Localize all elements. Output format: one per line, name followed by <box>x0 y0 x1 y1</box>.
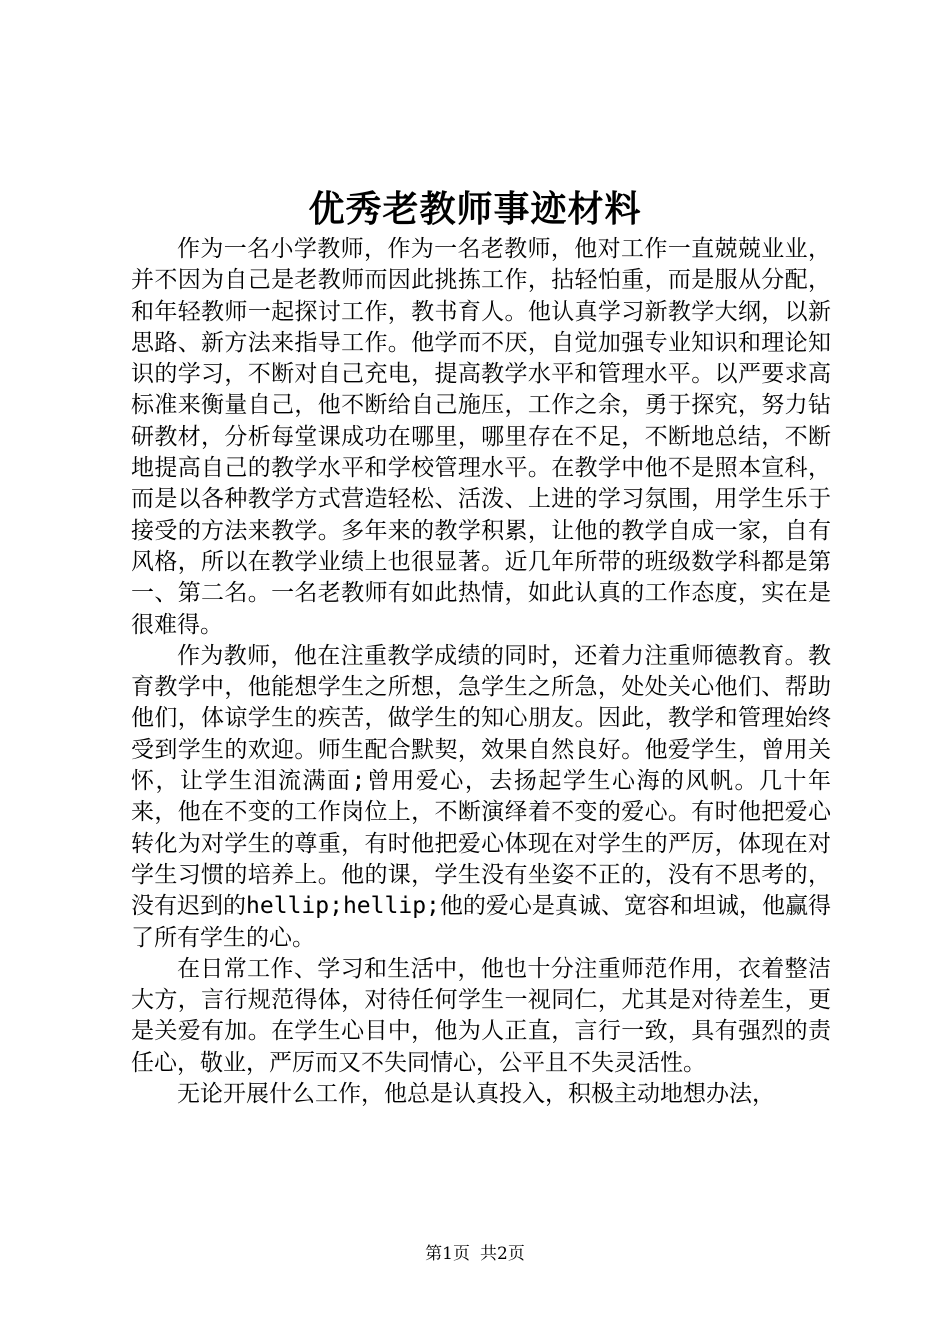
page-number: 第1页 <box>425 1244 470 1264</box>
paragraph: 在日常工作、学习和生活中，他也十分注重师范作用，衣着整洁大方，言行规范得体，对待任何学生一视同仁，尤其是对待差生，更是关爱有加。在学生心目中，他为人正直，言行一致，具有强烈的责任心，敬业，严厉而又不失同情心，公平且不失灵活性。 <box>131 955 831 1076</box>
document-body <box>131 234 831 1110</box>
paragraph: 作为一名小学教师，作为一名老教师，他对工作一直兢兢业业，并不因为自己是老教师而因此挑拣工作，拈轻怕重，而是服从分配，和年轻教师一起探讨工作，教书育人。他认真学习新教学大纲，以新思路、新方法来指导工作。他学而不厌，自觉加强专业知识和理论知识的学习，不断对自己充电，提高教学水平和管理水平。以严要求高标准来衡量自己，他不断给自己施压，工作之余，勇于探究，努力钻研教材，分析每堂课成功在哪里，哪里存在不足，不断地总结，不断地提高自己的教学水平和学校管理水平。在教学中他不是照本宣科，而是以各种教学方式营造轻松、活泼、上进的学习氛围，用学生乐于接受的方法来教学。多年来的教学积累，让他的教学自成一家，自有风格，所以在教学业绩上也很显著。近几年所带的班级数学科都是第一、第二名。一名老教师有如此热情，如此认真的工作态度，实在是很难得。 <box>131 236 831 638</box>
paragraph: 作为教师，他在注重教学成绩的同时，还着力注重师德教育。教育教学中，他能想学生之所想，急学生之所急，处处关心他们、帮助他们，体谅学生的疾苦，做学生的知心朋友。因此，教学和管理始终受到学生的欢迎。师生配合默契，效果自然良好。他爱学生，曾用关怀，让学生泪流满面;曾用爱心，去扬起学生心海的风帆。几十年来，他在不变的工作岗位上，不断演绎着不变的爱心。有时他把爱心转化为对学生的尊重，有时他把爱心体现在对学生的严厉，体现在对学生习惯的培养上。他的课，学生没有坐姿不正的，没有不思考的，没有迟到的hellip;hellip;他的爱心是真诚、宽容和坦诚，他赢得了所有学生的心。 <box>131 642 831 951</box>
page-footer <box>0 1242 950 1266</box>
paragraph: 无论开展什么工作，他总是认真投入，积极主动地想办法， <box>177 1081 775 1108</box>
page-total: 共2页 <box>480 1244 525 1264</box>
document-title: 优秀老教师事迹材料 <box>308 188 642 230</box>
